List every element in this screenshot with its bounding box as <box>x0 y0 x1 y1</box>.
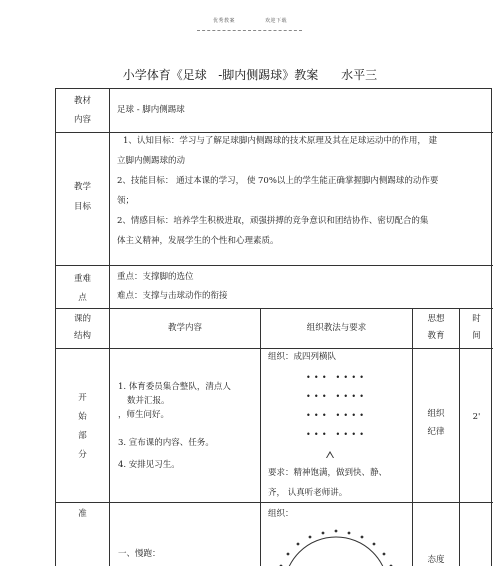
lesson-table <box>55 88 492 566</box>
start-content-line: 3. 宣布课的内容、任务。 <box>118 438 214 448</box>
goal-line: 1、认知目标：学习与了解足球脚内侧踢球的技术原理及其在足球运动中的作用， 建 <box>123 136 438 146</box>
row-divider <box>56 348 493 349</box>
start-requirement: 齐， 认真听老师讲。 <box>268 488 348 498</box>
goal-line: 领； <box>117 196 135 206</box>
goal-line: 2、情感目标：培养学生积极进取，顽强拼搏的竞争意识和团结协作、密切配合的集 <box>117 216 429 226</box>
start-requirement: 要求：精神饱满，做到快、静、 <box>268 468 388 478</box>
row-divider <box>56 308 493 309</box>
start-thought: 组织 纪律 <box>427 409 445 437</box>
difficult-point: 难点：支撑与击球动作的衔接 <box>117 291 228 301</box>
start-org-title: 组织：成四列横队 <box>268 352 337 362</box>
start-content-line: ，师生问好。 <box>118 410 170 420</box>
row-divider <box>56 502 493 503</box>
material-label: 教材 内容 <box>73 96 91 125</box>
prep-thought: 态度 <box>427 555 445 565</box>
keypoints-label: 重难 点 <box>73 274 91 303</box>
formation-row: ••• •••• <box>306 373 368 382</box>
col-thought-header: 思想 教育 <box>427 314 445 341</box>
formation-row: ••• •••• <box>306 430 368 439</box>
start-time: 2' <box>472 412 481 422</box>
teacher-triangle-icon <box>326 451 334 458</box>
formation-row: ••• •••• <box>306 411 368 420</box>
prep-org-title: 组织： <box>268 509 294 519</box>
row-divider <box>56 265 493 266</box>
formation-row: ••• •••• <box>306 392 368 401</box>
col-time-header: 时 间 <box>472 314 481 341</box>
header-right: 欢迎下载 <box>265 18 288 24</box>
goal-line: 2、技能目标： 通过本课的学习， 使 70%以上的学生能正确掌握脚内侧踢球的动作要 <box>117 176 439 186</box>
start-section-label: 开 始 部 分 <box>78 393 87 460</box>
start-content-line: 4. 安排见习生。 <box>118 460 180 470</box>
col-method-header: 组织教法与要求 <box>306 323 367 333</box>
goal-line: 体主义精神，发展学生的个性和心理素质。 <box>117 236 279 246</box>
goal-line: 立脚内侧踢球的动 <box>117 156 186 166</box>
material-value: 足球 - 脚内侧踢球 <box>117 105 185 115</box>
page-title: 小学体育《足球 -脚内侧踢球》教案 水平三 <box>122 68 378 82</box>
key-point: 重点：支撑脚的选位 <box>117 272 194 282</box>
col-content-header: 教学内容 <box>167 323 202 333</box>
prep-content: 一、慢跑： <box>118 549 161 559</box>
header-rule <box>197 30 302 31</box>
header-left: 优秀教案 <box>212 18 235 24</box>
page-header <box>0 17 500 24</box>
prep-section-label: 准 <box>78 509 87 519</box>
start-content-line: 1. 体育委员集合整队，清点人 <box>118 382 231 392</box>
row-divider <box>56 132 493 133</box>
start-content-line: 数并汇报。 <box>127 396 170 406</box>
col-structure-header: 课的 结构 <box>73 314 91 341</box>
goals-label: 教学 目标 <box>73 182 91 212</box>
column-divider <box>459 308 460 566</box>
running-circle-diagram <box>261 514 412 566</box>
